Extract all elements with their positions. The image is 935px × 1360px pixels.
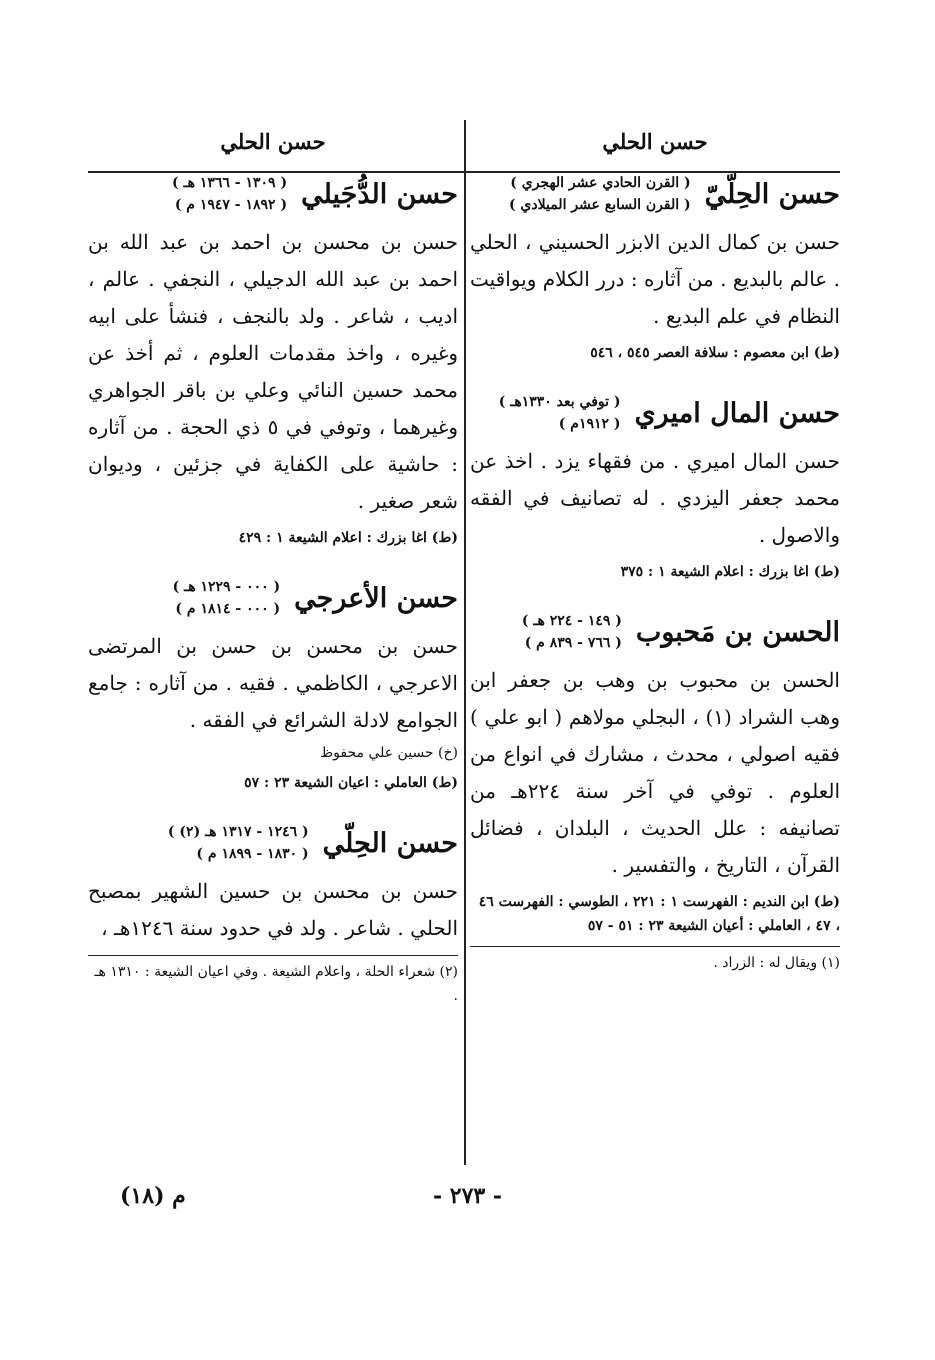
entry-head	[470, 391, 840, 435]
entry-name: حسن الحِلّي	[322, 827, 458, 859]
entry-note: (خ) حسين علي محفوظ	[320, 745, 458, 761]
date-hijri: ( ٠٠٠ - ١٢٢٩ هـ )	[172, 579, 281, 595]
entry-name: حسن الأعرجي	[294, 582, 458, 614]
entry-head	[88, 172, 458, 216]
entry-reference: (ط) ابن معصوم : سلافة العصر ٥٤٥ ، ٥٤٦	[590, 345, 840, 361]
date-gregorian: ( ٧٦٦ - ٨٣٩ م )	[524, 635, 622, 651]
date-hijri: ( توفي بعد ١٣٣٠هـ )	[498, 394, 621, 410]
entry-dates	[522, 610, 622, 654]
entry-body: حسن بن محسن بن حسن بن المرتضى الاعرجي ، الكاظمي . فقيه . من آثاره : جامع الجوامع لادلة الشرائع في الفقه .	[88, 634, 458, 732]
signature-mark: م (١٨)	[120, 1183, 186, 1209]
date-gregorian: ( ١٨٣٠ - ١٨٩٩ م )	[196, 846, 309, 862]
entry-head	[470, 172, 840, 216]
entry-head	[88, 576, 458, 620]
entry-hasan-dujaili	[88, 172, 458, 550]
entry-hasan-aaraji	[88, 576, 458, 795]
entry-dates	[509, 172, 691, 216]
date-hijri: ( القرن الحادي عشر الهجري )	[510, 175, 691, 191]
date-hijri: ( ١٣٠٩ - ١٣٦٦ هـ )	[172, 175, 288, 191]
entry-name: حسن الدُّجَيلي	[301, 178, 458, 210]
date-gregorian: ( ١٩١٢م )	[558, 416, 621, 432]
date-gregorian: ( ١٨٩٢ - ١٩٤٧ م )	[174, 197, 288, 213]
entry-body: الحسن بن محبوب بن وهب بن جعفر ابن وهب الشراد (١) ، البجلي مولاهم ( ابو علي ) فقيه اصولي ، محدث ، مشارك في انواع من العلوم . توفي في آخر سنة ٢٢٤هـ من تصانيفه : علل الحديث ، البلدان ، فضائل القرآن ، التاريخ ، والتفسير .	[470, 668, 841, 877]
date-gregorian: ( القرن السابع عشر الميلادي )	[508, 197, 691, 213]
entry-name: الحسن بن مَحبوب	[635, 616, 840, 648]
entry-head	[470, 610, 840, 654]
date-gregorian: ( ٠٠٠ - ١٨١٤ م )	[175, 601, 281, 617]
entry-reference: (ط) اغا بزرك : اعلام الشيعة ١ : ٤٢٩	[238, 530, 458, 546]
footnote: (١) ويقال له : الزراد .	[713, 955, 840, 971]
page-number: - ٢٧٣ -	[432, 1183, 503, 1209]
right-column	[470, 120, 840, 975]
date-hijri: ( ١٢٤٦ - ١٣١٧ هـ (٢) )	[167, 824, 309, 840]
column-divider	[464, 120, 466, 1165]
entry-dates	[172, 172, 287, 216]
entry-dates	[173, 576, 281, 620]
entry-dates	[499, 391, 621, 435]
footnote: (٢) شعراء الحلة ، واعلام الشيعة . وفي اعيان الشيعة : ١٣١٠ هـ .	[94, 964, 458, 1004]
entry-body: حسن بن كمال الدين الابزر الحسيني ، الحلي . عالم بالبديع . من آثاره : درر الكلام ويواقيت النظام في علم البديع .	[470, 230, 840, 328]
entry-reference: (ط) اغا بزرك : اعلام الشيعة ١ : ٣٧٥	[620, 564, 840, 580]
date-hijri: ( ١٤٩ - ٢٢٤ هـ )	[521, 613, 622, 629]
entry-body: حسن بن محسن بن احمد بن عبد الله بن احمد بن عبد الله الدجيلي ، النجفي . عالم ، اديب ، شاعر . ولد بالنجف ، فنشأ على ابيه وغيره ، واخذ مقدمات العلوم ، ثم أخذ عن محمد حسين النائي وعلي بن باقر الجواهري وغيرهما ، وتوفي في ٥ ذي الحجة . من آثاره : حاشية على الكفاية في جزئين ، وديوان شعر صغير .	[88, 230, 458, 513]
entry-name: حسن المال اميري	[634, 397, 840, 429]
entry-hasan-hilli-2	[88, 821, 458, 947]
entry-hasan-bin-mahbub	[470, 610, 840, 938]
entry-reference: (ط) العاملي : اعيان الشيعة ٢٣ : ٥٧	[244, 775, 458, 791]
entry-body: حسن بن محسن بن حسين الشهير بمصبح الحلي . شاعر . ولد في حدود سنة ١٢٤٦هـ ،	[88, 879, 458, 940]
footnote-rule	[88, 955, 458, 956]
entry-hasan-hilli-1	[470, 172, 840, 365]
right-column-header: حسن الحلي	[602, 129, 708, 154]
left-column-header: حسن الحلي	[220, 129, 326, 154]
entry-name: حسن الحِلّيّ	[704, 178, 840, 210]
entry-reference: (ط) ابن النديم : الفهرست ١ : ٢٢١ ، الطوسي : الفهرست ٤٦ ، ٤٧ ، العاملي : أعيان الشيعة ٢٣ : ٥١ - ٥٧	[478, 894, 840, 934]
entry-body: حسن المال اميري . من فقهاء يزد . اخذ عن محمد جعفر اليزدي . له تصانيف في الفقه والاصول .	[470, 449, 840, 547]
entry-head	[88, 821, 458, 865]
entry-hasan-mal-amiri	[470, 391, 840, 584]
left-column	[88, 120, 458, 1008]
footnote-rule	[470, 946, 840, 947]
entry-dates	[168, 821, 309, 865]
